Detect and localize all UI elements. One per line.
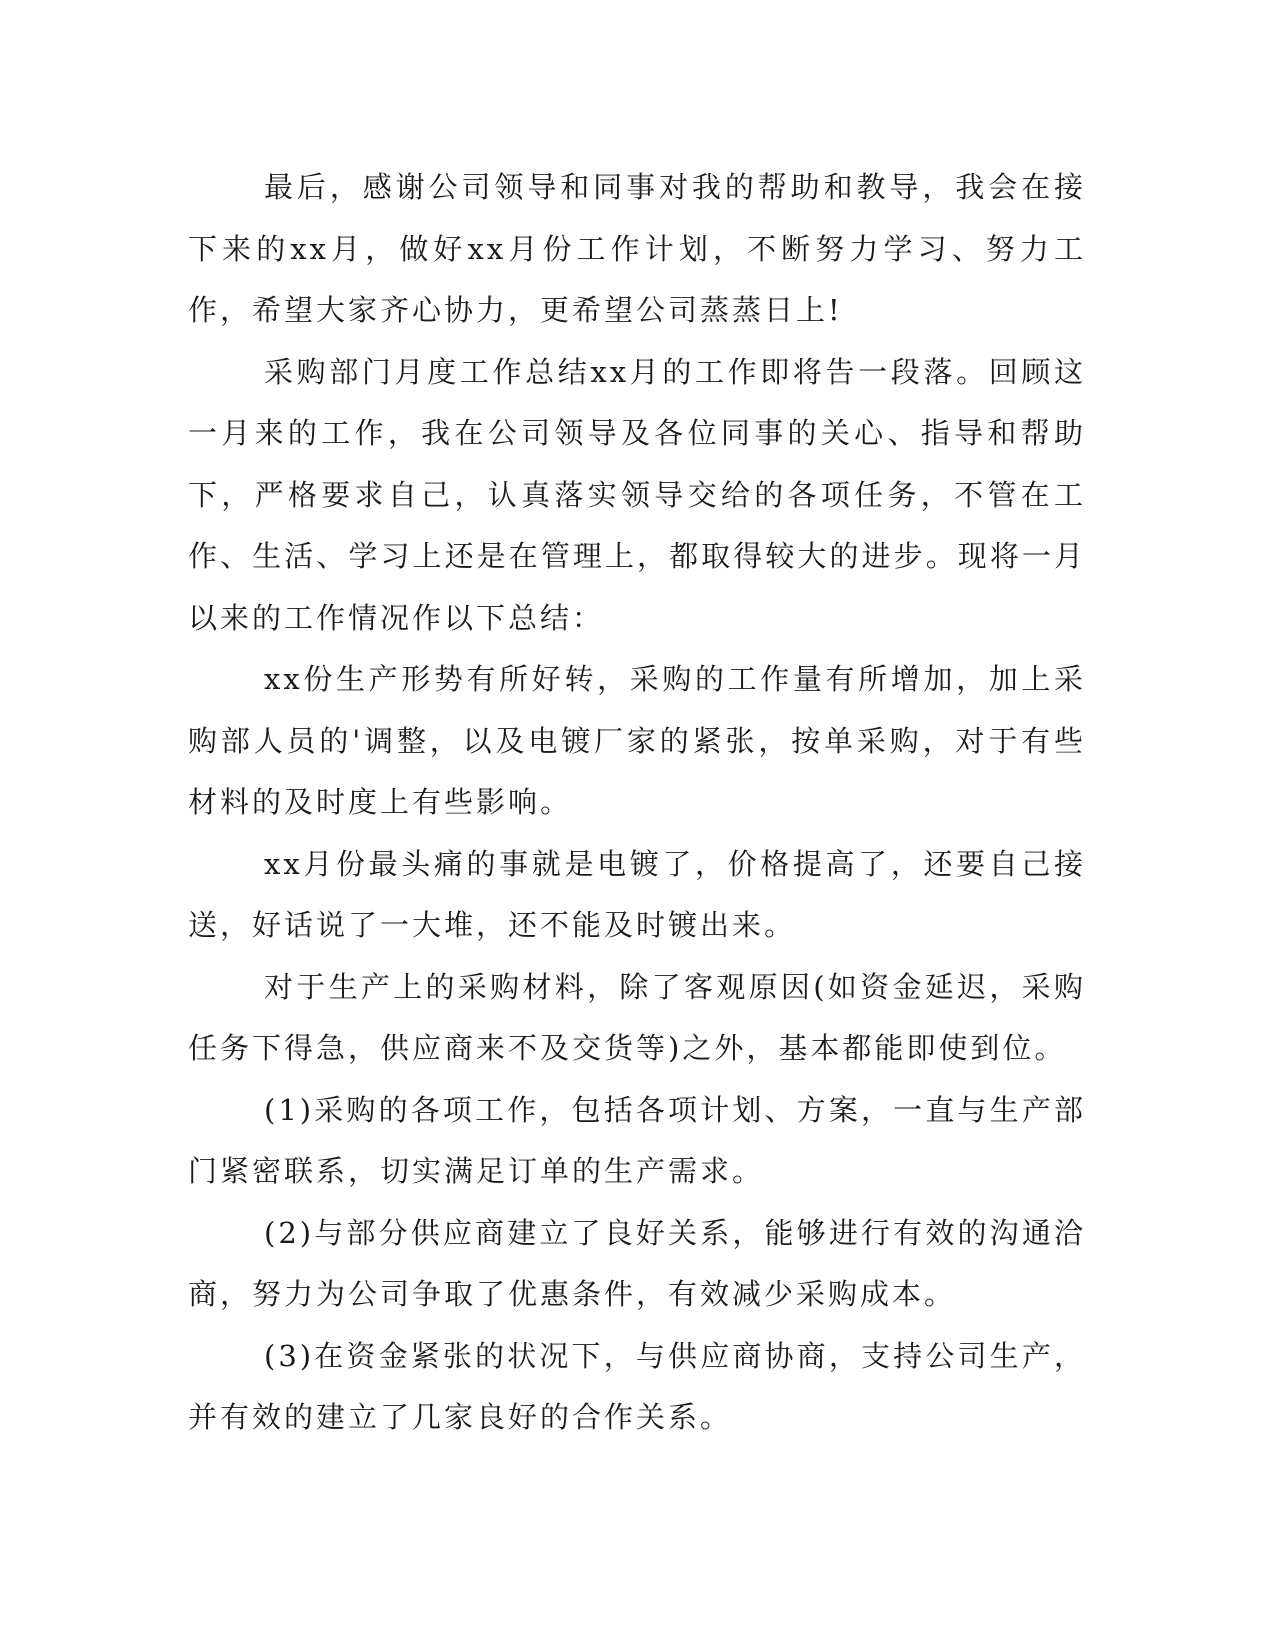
paragraph-item-2: (2)与部分供应商建立了良好关系，能够进行有效的沟通洽商，努力为公司争取了优惠条件，有效减少采购成本。 — [188, 1215, 1086, 1311]
paragraph-electroplating: xx月份最头痛的事就是电镀了，价格提高了，还要自己接送，好话说了一大堆，还不能及时镀出来。 — [188, 846, 1086, 942]
document-body — [188, 157, 1086, 1449]
paragraph-material-delivery: 对于生产上的采购材料，除了客观原因(如资金延迟，采购任务下得急，供应商来不及交货等)之外，基本都能即使到位。 — [188, 969, 1086, 1065]
paragraph-production-situation: xx份生产形势有所好转，采购的工作量有所增加，加上采购部人员的'调整，以及电镀厂家的紧张，按单采购，对于有些材料的及时度上有些影响。 — [188, 662, 1086, 819]
paragraph-item-3: (3)在资金紧张的状况下，与供应商协商，支持公司生产，并有效的建立了几家良好的合作关系。 — [188, 1338, 1086, 1434]
paragraph-summary-intro: 采购部门月度工作总结xx月的工作即将告一段落。回顾这一月来的工作，我在公司领导及各位同事的关心、指导和帮助下，严格要求自己，认真落实领导交给的各项任务，不管在工作、生活、学习上还是在管理上，都取得较大的进步。现将一月以来的工作情况作以下总结： — [188, 354, 1086, 635]
paragraph-item-1: (1)采购的各项工作，包括各项计划、方案，一直与生产部门紧密联系，切实满足订单的生产需求。 — [188, 1092, 1086, 1188]
paragraph-closing-thanks: 最后，感谢公司领导和同事对我的帮助和教导，我会在接下来的xx月，做好xx月份工作计划，不断努力学习、努力工作，希望大家齐心协力，更希望公司蒸蒸日上! — [188, 170, 1086, 327]
